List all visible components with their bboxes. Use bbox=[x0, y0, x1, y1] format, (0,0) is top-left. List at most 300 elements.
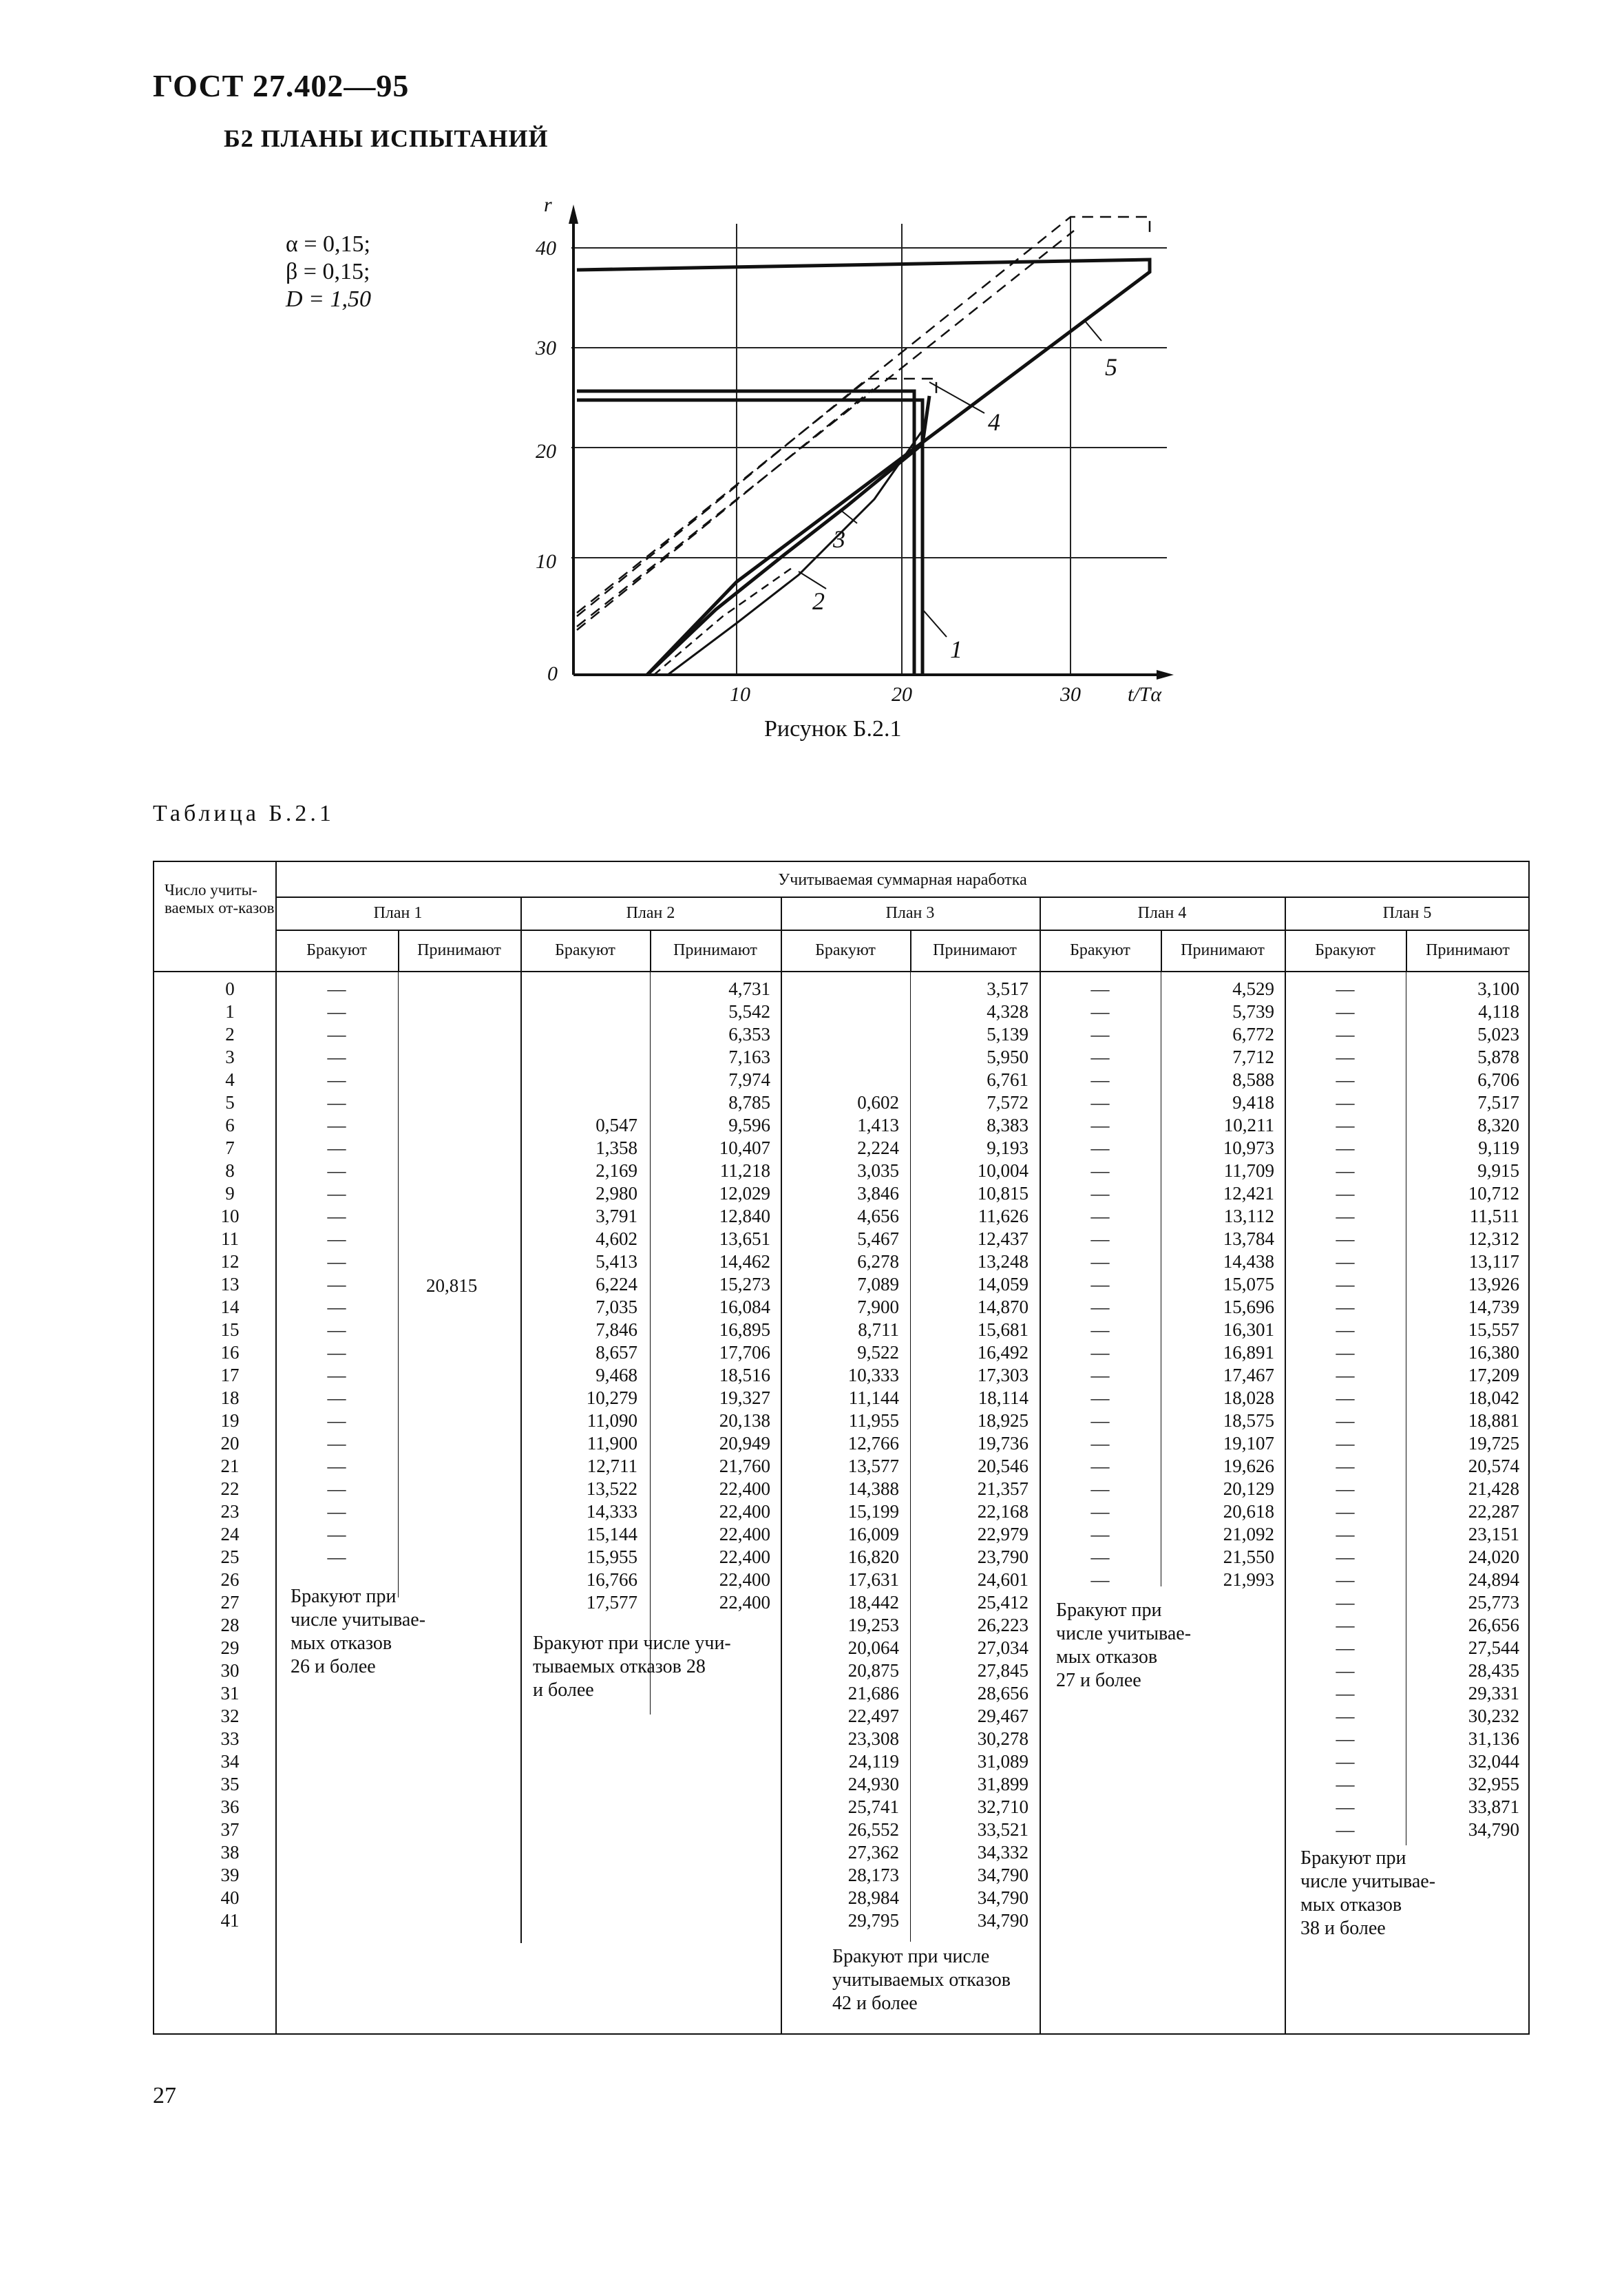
plan4-accept-cell: 21,092 bbox=[1223, 1524, 1274, 1544]
plan5-accept-cell: 26,656 bbox=[1468, 1615, 1519, 1635]
plan3-accept-cell: 20,546 bbox=[977, 1456, 1029, 1476]
plan5-reject-dash: — bbox=[1336, 978, 1355, 999]
plan4-accept-cell: 17,467 bbox=[1223, 1365, 1274, 1385]
plan1-reject-dash: — bbox=[327, 1183, 346, 1204]
plan4-reject-dash: — bbox=[1090, 1524, 1110, 1544]
plan1-reject-dash: — bbox=[327, 1501, 346, 1522]
plan2-accept-cell: 14,462 bbox=[719, 1251, 770, 1272]
plan3-reject-cell: 3,846 bbox=[857, 1183, 899, 1204]
plan2-accept-cell: 18,516 bbox=[719, 1365, 770, 1385]
plan5-reject-dash: — bbox=[1336, 1547, 1355, 1567]
plan2-accept-cell: 7,974 bbox=[728, 1069, 770, 1090]
plan3-reject-cell: 0,602 bbox=[857, 1092, 899, 1113]
plan4-reject-dash: — bbox=[1090, 1297, 1110, 1317]
plan3-reject-header: Бракуют bbox=[815, 941, 876, 959]
plan5-accept-cell: 19,725 bbox=[1468, 1433, 1519, 1454]
y-tick-20: 20 bbox=[536, 440, 556, 463]
test-plans-table bbox=[153, 861, 1530, 2035]
plan5-reject-dash: — bbox=[1336, 1660, 1355, 1681]
plan5-reject-note: Бракуют при числе учитывае- мых отказов 38 и более bbox=[1300, 1847, 1436, 1939]
plan5-accept-cell: 18,042 bbox=[1468, 1387, 1519, 1408]
plan1-reject-dash: — bbox=[327, 978, 346, 999]
plan1-reject-dash: — bbox=[327, 1319, 346, 1340]
plan2-reject-cell: 10,279 bbox=[586, 1387, 637, 1408]
plan3-reject-cell: 25,741 bbox=[847, 1796, 899, 1817]
plan2-reject-cell: 0,547 bbox=[595, 1115, 637, 1135]
plan5-accept-cell: 9,915 bbox=[1477, 1160, 1519, 1181]
plan5-accept-cell: 3,100 bbox=[1477, 978, 1519, 999]
plan2-accept-cell: 22,400 bbox=[719, 1478, 770, 1499]
plan4-reject-dash: — bbox=[1090, 1410, 1110, 1431]
y-tick-40: 40 bbox=[536, 237, 556, 260]
plan5-accept-cell: 5,023 bbox=[1477, 1024, 1519, 1045]
plan4-accept-cell: 5,739 bbox=[1232, 1001, 1274, 1022]
plan2-accept-cell: 22,400 bbox=[719, 1501, 770, 1522]
plan3-reject-cell: 1,413 bbox=[857, 1115, 899, 1135]
plan2-accept-cell: 20,138 bbox=[719, 1410, 770, 1431]
plan5-reject-dash: — bbox=[1336, 1115, 1355, 1135]
plan2-reject-cell: 17,577 bbox=[586, 1592, 637, 1613]
plan3-accept-cell: 8,383 bbox=[987, 1115, 1029, 1135]
curve-3-dashed bbox=[654, 568, 792, 675]
plan3-reject-cell: 2,224 bbox=[857, 1138, 899, 1158]
plan2-reject-cell: 16,766 bbox=[586, 1569, 637, 1590]
plan3-accept-cell: 23,790 bbox=[977, 1547, 1029, 1567]
plan1-reject-dash: — bbox=[327, 1001, 346, 1022]
plan5-reject-dash: — bbox=[1336, 1024, 1355, 1045]
plan5-accept-cell: 27,544 bbox=[1468, 1637, 1519, 1658]
plan5-reject-dash: — bbox=[1336, 1001, 1355, 1022]
section-title: Б2 ПЛАНЫ ИСПЫТАНИЙ bbox=[224, 125, 549, 152]
plan5-accept-cell: 16,380 bbox=[1468, 1342, 1519, 1363]
plan3-accept-cell: 11,626 bbox=[978, 1206, 1029, 1226]
plan2-accept-cell: 13,651 bbox=[719, 1228, 770, 1249]
plan2-reject-cell: 3,791 bbox=[595, 1206, 637, 1226]
plan5-reject-dash: — bbox=[1336, 1365, 1355, 1385]
plan5-accept-cell: 11,511 bbox=[1469, 1206, 1519, 1226]
plan5-accept-cell: 23,151 bbox=[1468, 1524, 1519, 1544]
plan2-reject-cell: 15,955 bbox=[586, 1547, 637, 1567]
plan1-reject-dash: — bbox=[327, 1251, 346, 1272]
param-alpha: α = 0,15; bbox=[286, 231, 370, 257]
plan5-reject-dash: — bbox=[1336, 1592, 1355, 1613]
plan2-reject-cell: 12,711 bbox=[587, 1456, 637, 1476]
plan4-accept-cell: 19,107 bbox=[1223, 1433, 1274, 1454]
plan3-reject-cell: 13,577 bbox=[847, 1456, 899, 1476]
plan3-accept-cell: 28,656 bbox=[977, 1683, 1029, 1703]
plan4-accept-cell: 14,438 bbox=[1223, 1251, 1274, 1272]
row-number: 2 bbox=[225, 1024, 235, 1045]
plan4-reject-dash: — bbox=[1090, 1251, 1110, 1272]
plan5-accept-cell: 7,517 bbox=[1477, 1092, 1519, 1113]
plan3-reject-cell: 26,552 bbox=[847, 1819, 899, 1840]
plan5-accept-cell: 18,881 bbox=[1468, 1410, 1519, 1431]
plan1-accept-header: Принимают bbox=[417, 941, 501, 959]
row-number: 40 bbox=[220, 1887, 240, 1908]
plan3-accept-cell: 32,710 bbox=[977, 1796, 1029, 1817]
plan1-reject-dash: — bbox=[327, 1115, 346, 1135]
plan3-accept-cell: 5,139 bbox=[987, 1024, 1029, 1045]
plan5-accept-cell: 6,706 bbox=[1477, 1069, 1519, 1090]
plan2-accept-cell: 12,029 bbox=[719, 1183, 770, 1204]
curve-label-5: 5 bbox=[1105, 353, 1117, 381]
plan4-accept-cell: 13,784 bbox=[1223, 1228, 1274, 1249]
plan1-accept-value: 20,815 bbox=[426, 1275, 478, 1296]
plan3-accept-cell: 21,357 bbox=[977, 1478, 1029, 1499]
plan3-reject-cell: 29,795 bbox=[847, 1910, 899, 1931]
plan3-accept-cell: 25,412 bbox=[977, 1592, 1029, 1613]
plan3-reject-cell: 15,199 bbox=[847, 1501, 899, 1522]
y-axis-label: r bbox=[544, 196, 552, 216]
plan2-reject-cell: 11,900 bbox=[587, 1433, 637, 1454]
row-number: 6 bbox=[225, 1115, 235, 1135]
plan3-accept-cell: 29,467 bbox=[977, 1706, 1029, 1726]
plan1-reject-dash: — bbox=[327, 1297, 346, 1317]
plan2-accept-cell: 22,400 bbox=[719, 1569, 770, 1590]
plan1-reject-dash: — bbox=[327, 1092, 346, 1113]
plan5-reject-dash: — bbox=[1336, 1501, 1355, 1522]
plan2-accept-cell: 22,400 bbox=[719, 1524, 770, 1544]
plan2-accept-cell: 20,949 bbox=[719, 1433, 770, 1454]
parameters bbox=[286, 231, 371, 313]
plan2-accept-cell: 5,542 bbox=[728, 1001, 770, 1022]
plan2-reject-cell: 8,657 bbox=[595, 1342, 637, 1363]
plan5-reject-dash: — bbox=[1336, 1387, 1355, 1408]
plan5-reject-dash: — bbox=[1336, 1297, 1355, 1317]
plan5-reject-dash: — bbox=[1336, 1206, 1355, 1226]
plan5-accept-cell: 24,020 bbox=[1468, 1547, 1519, 1567]
plan5-reject-dash: — bbox=[1336, 1047, 1355, 1067]
plan4-reject-dash: — bbox=[1090, 1069, 1110, 1090]
y-axis-arrow bbox=[569, 205, 578, 224]
plan1-reject-dash: — bbox=[327, 1047, 346, 1067]
plan3-reject-cell: 17,631 bbox=[847, 1569, 899, 1590]
plan5-accept-cell: 22,287 bbox=[1468, 1501, 1519, 1522]
curve-label-3: 3 bbox=[833, 525, 845, 553]
plan3-accept-cell: 34,790 bbox=[977, 1910, 1029, 1931]
plan4-reject-header: Бракуют bbox=[1070, 941, 1130, 959]
plan1-reject-dash: — bbox=[327, 1387, 346, 1408]
plan3-accept-cell: 14,059 bbox=[977, 1274, 1029, 1294]
plan5-reject-dash: — bbox=[1336, 1728, 1355, 1749]
leader-5 bbox=[1084, 320, 1101, 341]
plan3-accept-cell: 3,517 bbox=[987, 978, 1029, 999]
plan3-reject-cell: 9,522 bbox=[857, 1342, 899, 1363]
plan4-reject-dash: — bbox=[1090, 1001, 1110, 1022]
row-number: 28 bbox=[220, 1615, 240, 1635]
plan2-reject-cell: 9,468 bbox=[595, 1365, 637, 1385]
plan5-accept-cell: 25,773 bbox=[1468, 1592, 1519, 1613]
plan3-reject-cell: 21,686 bbox=[847, 1683, 899, 1703]
row-number: 37 bbox=[220, 1819, 240, 1840]
plan5-accept-cell: 20,574 bbox=[1468, 1456, 1519, 1476]
row-number: 33 bbox=[220, 1728, 240, 1749]
curve-2 bbox=[647, 396, 929, 675]
row-number: 27 bbox=[220, 1592, 240, 1613]
row-number: 1 bbox=[225, 1001, 235, 1022]
plan3-reject-cell: 7,089 bbox=[857, 1274, 899, 1294]
plan3-reject-cell: 22,497 bbox=[847, 1706, 899, 1726]
plan1-reject-dash: — bbox=[327, 1547, 346, 1567]
plan2-accept-cell: 15,273 bbox=[719, 1274, 770, 1294]
plan4-accept-cell: 12,421 bbox=[1223, 1183, 1274, 1204]
plan1-reject-note: Бракуют при числе учитывае- мых отказов 26 и более bbox=[291, 1586, 426, 1677]
plan4-reject-dash: — bbox=[1090, 1183, 1110, 1204]
table-caption: Таблица Б.2.1 bbox=[153, 801, 335, 826]
plan5-reject-dash: — bbox=[1336, 1410, 1355, 1431]
plan3-accept-cell: 34,790 bbox=[977, 1887, 1029, 1908]
plan3-accept-cell: 31,089 bbox=[977, 1751, 1029, 1772]
row-number: 19 bbox=[220, 1410, 240, 1431]
header-plan-4: План 4 bbox=[1137, 904, 1187, 922]
plan4-reject-dash: — bbox=[1090, 1160, 1110, 1181]
plan5-accept-cell: 10,712 bbox=[1468, 1183, 1519, 1204]
plan3-accept-cell: 24,601 bbox=[977, 1569, 1029, 1590]
plan4-accept-cell: 18,028 bbox=[1223, 1387, 1274, 1408]
plan4-reject-dash: — bbox=[1090, 1433, 1110, 1454]
plan5-reject-dash: — bbox=[1336, 1796, 1355, 1817]
plan4-reject-dash: — bbox=[1090, 1138, 1110, 1158]
plan5-accept-cell: 13,117 bbox=[1468, 1251, 1519, 1272]
plan5-accept-cell: 28,435 bbox=[1468, 1660, 1519, 1681]
plan1-reject-dash: — bbox=[327, 1024, 346, 1045]
plan3-reject-cell: 18,442 bbox=[847, 1592, 899, 1613]
plan5-accept-cell: 32,955 bbox=[1468, 1774, 1519, 1794]
leader-1 bbox=[922, 609, 947, 637]
plan5-reject-dash: — bbox=[1336, 1751, 1355, 1772]
plan3-accept-cell: 30,278 bbox=[977, 1728, 1029, 1749]
x-axis-label: t/Tα bbox=[1128, 683, 1162, 706]
row-number: 23 bbox=[220, 1501, 240, 1522]
plan4-reject-note: Бракуют при числе учитывае- мых отказов 27 и более bbox=[1056, 1600, 1192, 1691]
plan1-reject-dash: — bbox=[327, 1274, 346, 1294]
plan3-accept-cell: 4,328 bbox=[987, 1001, 1029, 1022]
plan4-accept-cell: 18,575 bbox=[1223, 1410, 1274, 1431]
plan3-accept-cell: 10,004 bbox=[977, 1160, 1029, 1181]
plan2-accept-cell: 12,840 bbox=[719, 1206, 770, 1226]
curve-3 bbox=[668, 430, 922, 675]
plan3-accept-cell: 12,437 bbox=[977, 1228, 1029, 1249]
plan5-accept-cell: 15,557 bbox=[1468, 1319, 1519, 1340]
header-plan-3: План 3 bbox=[885, 904, 935, 922]
plan3-accept-cell: 33,521 bbox=[977, 1819, 1029, 1840]
plan3-accept-cell: 10,815 bbox=[977, 1183, 1029, 1204]
plan2-accept-cell: 6,353 bbox=[728, 1024, 770, 1045]
plan3-reject-cell: 16,820 bbox=[847, 1547, 899, 1567]
plan5-reject-dash: — bbox=[1336, 1342, 1355, 1363]
header-failures-count: Число учиты-ваемых от-казов bbox=[165, 881, 275, 916]
plan3-reject-cell: 28,173 bbox=[847, 1865, 899, 1885]
plan5-accept-header: Принимают bbox=[1426, 941, 1510, 959]
row-number: 30 bbox=[220, 1660, 240, 1681]
row-number: 24 bbox=[220, 1524, 240, 1544]
row-number: 3 bbox=[225, 1047, 235, 1067]
plan4-reject-dash: — bbox=[1090, 1547, 1110, 1567]
leader-3 bbox=[840, 510, 857, 523]
row-number: 5 bbox=[225, 1092, 235, 1113]
plan3-reject-cell: 12,766 bbox=[847, 1433, 899, 1454]
plan5-accept-cell: 33,871 bbox=[1468, 1796, 1519, 1817]
plan3-reject-cell: 11,955 bbox=[848, 1410, 899, 1431]
plan3-reject-cell: 6,278 bbox=[857, 1251, 899, 1272]
plan3-accept-cell: 34,790 bbox=[977, 1865, 1029, 1885]
plan3-reject-cell: 5,467 bbox=[857, 1228, 899, 1249]
plan4-reject-dash: — bbox=[1090, 1274, 1110, 1294]
row-number: 38 bbox=[220, 1842, 240, 1863]
header-plan-5: План 5 bbox=[1382, 904, 1432, 922]
row-number: 36 bbox=[220, 1796, 240, 1817]
plan5-reject-dash: — bbox=[1336, 1524, 1355, 1544]
plan4-accept-cell: 16,891 bbox=[1223, 1342, 1274, 1363]
plan1-reject-dash: — bbox=[327, 1478, 346, 1499]
curve-1 bbox=[577, 391, 922, 675]
plan3-accept-cell: 34,332 bbox=[977, 1842, 1029, 1863]
plan4-accept-cell: 10,211 bbox=[1223, 1115, 1274, 1135]
plan4-accept-cell: 21,550 bbox=[1223, 1547, 1274, 1567]
row-number: 7 bbox=[225, 1138, 235, 1158]
header-plan-1: План 1 bbox=[373, 904, 423, 922]
plan5-reject-dash: — bbox=[1336, 1683, 1355, 1703]
plan4-reject-dash: — bbox=[1090, 1365, 1110, 1385]
page-number: 27 bbox=[153, 2083, 176, 2108]
plan2-reject-cell: 15,144 bbox=[586, 1524, 637, 1544]
plan5-accept-cell: 9,119 bbox=[1478, 1138, 1519, 1158]
plan4-reject-dash: — bbox=[1090, 1024, 1110, 1045]
plan5-accept-cell: 30,232 bbox=[1468, 1706, 1519, 1726]
plan3-reject-note: Бракуют при числе учитываемых отказов 42 и более bbox=[832, 1946, 1011, 2014]
plan5-reject-dash: — bbox=[1336, 1569, 1355, 1590]
test-plan-figure bbox=[509, 196, 1184, 706]
plan2-accept-cell: 22,400 bbox=[719, 1547, 770, 1567]
plan2-reject-header: Бракуют bbox=[555, 941, 615, 959]
plan2-accept-cell: 9,596 bbox=[728, 1115, 770, 1135]
plan3-reject-cell: 23,308 bbox=[847, 1728, 899, 1749]
figure-caption: Рисунок Б.2.1 bbox=[764, 716, 902, 742]
plan5-accept-cell: 14,739 bbox=[1468, 1297, 1519, 1317]
plan5-reject-dash: — bbox=[1336, 1228, 1355, 1249]
plan5-reject-dash: — bbox=[1336, 1251, 1355, 1272]
curve-label-2: 2 bbox=[812, 587, 825, 615]
plan1-reject-dash: — bbox=[327, 1228, 346, 1249]
plan2-reject-cell: 14,333 bbox=[586, 1501, 637, 1522]
x-tick-30: 30 bbox=[1060, 683, 1081, 706]
x-tick-20: 20 bbox=[892, 683, 912, 706]
row-number: 17 bbox=[220, 1365, 240, 1385]
plan3-accept-cell: 14,870 bbox=[977, 1297, 1029, 1317]
plan4-reject-dash: — bbox=[1090, 1228, 1110, 1249]
plan5-accept-cell: 12,312 bbox=[1468, 1228, 1519, 1249]
plan2-accept-cell: 7,163 bbox=[728, 1047, 770, 1067]
plan1-reject-dash: — bbox=[327, 1138, 346, 1158]
row-number: 25 bbox=[220, 1547, 240, 1567]
plan5-accept-cell: 24,894 bbox=[1468, 1569, 1519, 1590]
plan3-accept-cell: 5,950 bbox=[987, 1047, 1029, 1067]
plan4-accept-cell: 6,772 bbox=[1232, 1024, 1274, 1045]
row-number: 41 bbox=[220, 1910, 240, 1931]
row-number: 39 bbox=[220, 1865, 240, 1885]
plan4-reject-dash: — bbox=[1090, 1115, 1110, 1135]
plan4-reject-dash: — bbox=[1090, 1569, 1110, 1590]
axes bbox=[573, 210, 1167, 675]
plan4-reject-dash: — bbox=[1090, 1456, 1110, 1476]
plan3-accept-cell: 27,034 bbox=[977, 1637, 1029, 1658]
curve-label-1: 1 bbox=[950, 636, 962, 663]
plan2-accept-cell: 17,706 bbox=[719, 1342, 770, 1363]
plan2-reject-cell: 2,980 bbox=[595, 1183, 637, 1204]
plan3-reject-cell: 20,064 bbox=[847, 1637, 899, 1658]
plan3-reject-cell: 3,035 bbox=[857, 1160, 899, 1181]
plan2-reject-cell: 6,224 bbox=[595, 1274, 637, 1294]
row-number: 4 bbox=[225, 1069, 235, 1090]
row-number: 10 bbox=[220, 1206, 240, 1226]
plan5-reject-dash: — bbox=[1336, 1819, 1355, 1840]
plan3-accept-cell: 18,925 bbox=[977, 1410, 1029, 1431]
row-number: 29 bbox=[220, 1637, 240, 1658]
row-number: 12 bbox=[220, 1251, 240, 1272]
plan2-reject-note: Бракуют при числе учи- тываемых отказов 28 и более bbox=[533, 1633, 731, 1701]
plan2-reject-cell: 4,602 bbox=[595, 1228, 637, 1249]
plan5-reject-header: Бракуют bbox=[1315, 941, 1375, 959]
plan5-accept-cell: 13,926 bbox=[1468, 1274, 1519, 1294]
plan3-accept-cell: 31,899 bbox=[977, 1774, 1029, 1794]
plan5-accept-cell: 21,428 bbox=[1468, 1478, 1519, 1499]
plan4-accept-cell: 19,626 bbox=[1223, 1456, 1274, 1476]
plan4-reject-dash: — bbox=[1090, 1501, 1110, 1522]
plan4-accept-cell: 16,301 bbox=[1223, 1319, 1274, 1340]
plan5-reject-dash: — bbox=[1336, 1069, 1355, 1090]
plan1-reject-dash: — bbox=[327, 1365, 346, 1385]
plan4-reject-dash: — bbox=[1090, 1206, 1110, 1226]
plan5-reject-dash: — bbox=[1336, 1138, 1355, 1158]
plan4-reject-dash: — bbox=[1090, 1387, 1110, 1408]
plan4-accept-cell: 10,973 bbox=[1223, 1138, 1274, 1158]
y-tick-10: 10 bbox=[536, 550, 556, 573]
plan5-reject-dash: — bbox=[1336, 1183, 1355, 1204]
row-number: 31 bbox=[220, 1683, 240, 1703]
row-number: 35 bbox=[220, 1774, 240, 1794]
x-axis-arrow bbox=[1157, 670, 1174, 680]
plan1-reject-dash: — bbox=[327, 1160, 346, 1181]
plan4-accept-header: Принимают bbox=[1181, 941, 1265, 959]
curve-5-dashed bbox=[577, 217, 1150, 627]
plan5-reject-dash: — bbox=[1336, 1160, 1355, 1181]
plan2-reject-cell: 5,413 bbox=[595, 1251, 637, 1272]
plan3-reject-cell: 14,388 bbox=[847, 1478, 899, 1499]
plan3-reject-cell: 24,119 bbox=[848, 1751, 899, 1772]
plan5-accept-cell: 31,136 bbox=[1468, 1728, 1519, 1749]
plan3-accept-cell: 26,223 bbox=[977, 1615, 1029, 1635]
plan4-accept-cell: 11,709 bbox=[1223, 1160, 1274, 1181]
plan4-accept-cell: 21,993 bbox=[1223, 1569, 1274, 1590]
curve-label-4: 4 bbox=[988, 408, 1000, 436]
plan4-accept-cell: 8,588 bbox=[1232, 1069, 1274, 1090]
plan4-reject-dash: — bbox=[1090, 1342, 1110, 1363]
y-tick-30: 30 bbox=[536, 337, 556, 359]
plan4-reject-dash: — bbox=[1090, 1047, 1110, 1067]
plan1-reject-dash: — bbox=[327, 1433, 346, 1454]
plan3-reject-cell: 11,144 bbox=[848, 1387, 899, 1408]
plan4-accept-cell: 7,712 bbox=[1232, 1047, 1274, 1067]
plan3-accept-cell: 13,248 bbox=[977, 1251, 1029, 1272]
plan2-accept-cell: 16,895 bbox=[719, 1319, 770, 1340]
plan2-reject-cell: 7,846 bbox=[595, 1319, 637, 1340]
header-cumulative-time: Учитываемая суммарная наработка bbox=[778, 871, 1027, 889]
param-beta: β = 0,15; bbox=[286, 259, 370, 284]
row-number: 26 bbox=[220, 1569, 240, 1590]
plan4-accept-cell: 15,075 bbox=[1223, 1274, 1274, 1294]
plan4-reject-dash: — bbox=[1090, 1478, 1110, 1499]
plan3-reject-cell: 10,333 bbox=[847, 1365, 899, 1385]
